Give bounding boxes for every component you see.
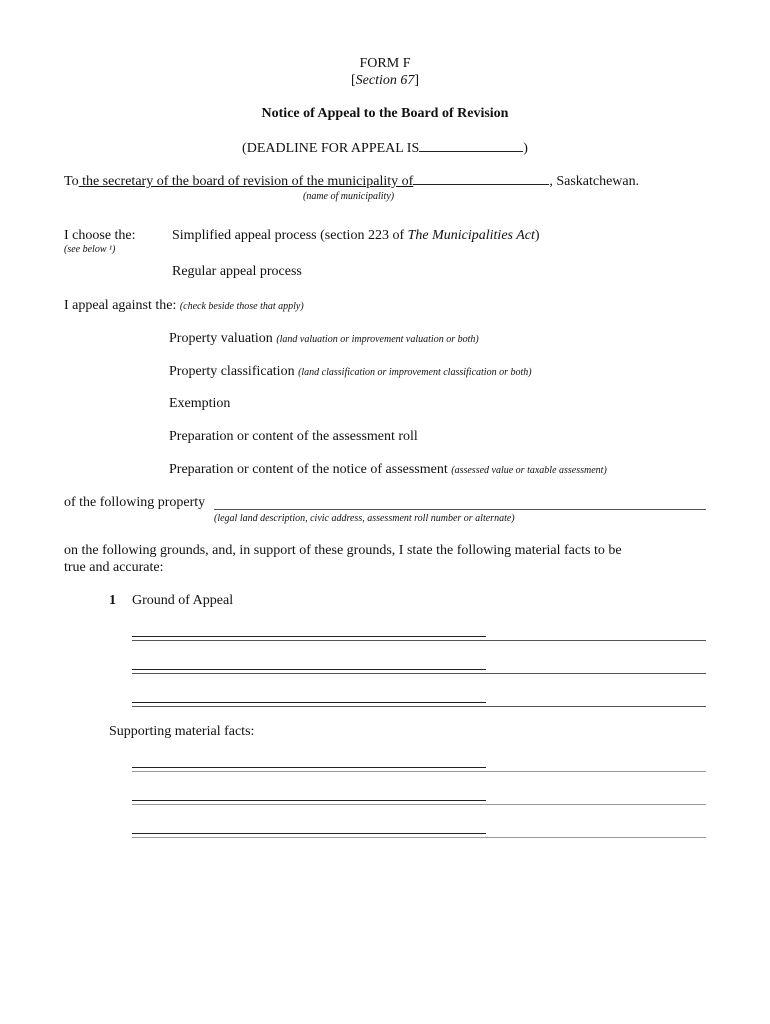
- deadline-line: [0, 139, 770, 157]
- ground-line-dark: [132, 669, 486, 670]
- supporting-line-dark: [132, 767, 486, 768]
- section-close: ]: [414, 73, 420, 88]
- deadline-prefix: (DEADLINE FOR APPEAL IS: [242, 141, 420, 156]
- deadline-field[interactable]: [419, 139, 523, 152]
- appeal-item-text: Preparation or content of the notice of assessment: [169, 462, 452, 477]
- appeal-item-notice-of-assessment[interactable]: [169, 462, 607, 478]
- appeal-against-label: I appeal against the:: [64, 298, 180, 313]
- addressee-line: [64, 172, 639, 190]
- supporting-line-dark: [132, 833, 486, 834]
- appeal-item-note: (assessed value or taxable assessment): [451, 465, 607, 476]
- option-simplified-prefix: Simplified appeal process (section 223 of: [172, 228, 408, 243]
- ground-input-line[interactable]: [132, 640, 706, 641]
- property-note: (legal land description, civic address, assessment roll number or alternate): [214, 513, 515, 524]
- form-label: FORM F: [359, 56, 411, 71]
- appeal-item-text: Property classification: [169, 364, 299, 379]
- supporting-input-line[interactable]: [132, 837, 706, 838]
- grounds-intro-line1: on the following grounds, and, in support of these grounds, I state the following material facts to be: [64, 543, 622, 558]
- appeal-item-text: Property valuation: [169, 331, 277, 346]
- appeal-against-note: (check beside those that apply): [179, 301, 304, 312]
- ground-heading: Ground of Appeal: [132, 593, 234, 608]
- option-simplified-suffix: ): [534, 228, 540, 243]
- municipality-note: (name of municipality): [303, 191, 395, 202]
- appeal-against-line: [64, 298, 304, 314]
- municipalities-act: The Municipalities Act: [407, 228, 535, 243]
- grounds-intro-line2: true and accurate:: [64, 560, 164, 575]
- option-regular[interactable]: Regular appeal process: [172, 264, 302, 279]
- appeal-item-text: Preparation or content of the assessment roll: [169, 429, 418, 444]
- to-word: To: [64, 174, 79, 189]
- section-open: [: [350, 73, 356, 88]
- ground-line-dark: [132, 636, 486, 637]
- ground-input-line[interactable]: [132, 706, 706, 707]
- deadline-suffix: ): [523, 141, 528, 156]
- appeal-item-note: (land classification or improvement classification or both): [298, 367, 532, 378]
- supporting-line-dark: [132, 800, 486, 801]
- appeal-item-text: Exemption: [169, 396, 231, 411]
- appeal-item-exemption[interactable]: [169, 396, 230, 412]
- municipality-field[interactable]: [413, 172, 549, 185]
- ground-number: 1: [109, 593, 116, 608]
- appeal-item-assessment-roll[interactable]: [169, 429, 418, 445]
- appeal-item-property-valuation[interactable]: [169, 331, 479, 347]
- appeal-item-note: (land valuation or improvement valuation or both): [276, 334, 479, 345]
- supporting-facts-label: Supporting material facts:: [109, 724, 255, 739]
- ground-input-line[interactable]: [132, 673, 706, 674]
- supporting-input-line[interactable]: [132, 771, 706, 772]
- form-title: Notice of Appeal to the Board of Revision: [261, 106, 509, 121]
- option-simplified[interactable]: [172, 228, 540, 244]
- choose-label: I choose the:: [64, 228, 136, 243]
- property-label: of the following property: [64, 495, 206, 510]
- section-reference: [0, 73, 770, 89]
- appeal-item-property-classification[interactable]: [169, 364, 532, 380]
- property-field[interactable]: [214, 509, 706, 510]
- choose-note: (see below ¹): [64, 244, 116, 255]
- saskatchewan-suffix: , Saskatchewan.: [549, 174, 640, 189]
- section-text: Section 67: [355, 73, 415, 88]
- supporting-input-line[interactable]: [132, 804, 706, 805]
- ground-line-dark: [132, 702, 486, 703]
- secretary-text: the secretary of the board of revision of the municipality of: [78, 174, 414, 189]
